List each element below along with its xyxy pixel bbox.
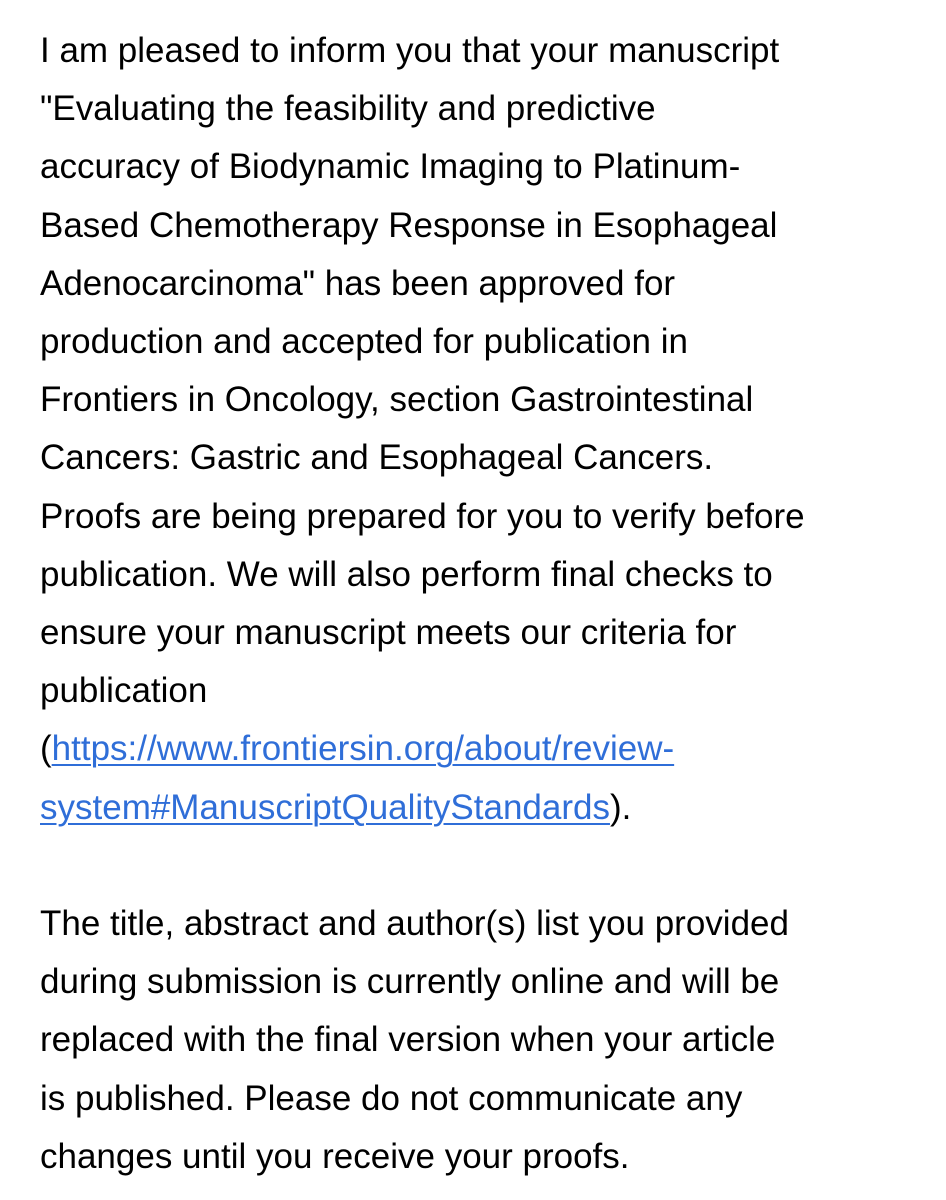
message-line: I am pleased to inform you that your manuscript (40, 31, 780, 70)
quality-standards-link-continuation[interactable]: system#ManuscriptQualityStandards (40, 787, 610, 827)
quality-standards-link-line (40, 779, 926, 837)
message-line: publication. We will also perform final checks to (40, 554, 773, 594)
opening-parenthesis: ( (40, 729, 52, 769)
quality-standards-link[interactable]: https://www.frontiersin.org/about/review- (51, 729, 675, 769)
message-line: is published. Please do not communicate any (40, 1078, 743, 1118)
closing-parenthesis: ). (609, 787, 632, 827)
message-line: Proofs are being prepared for you to verify before (40, 496, 805, 536)
message-line: The title, abstract and author(s) list you provided (40, 904, 789, 944)
message-line: production and accepted for publication in (40, 322, 688, 362)
acceptance-paragraph (40, 22, 926, 837)
message-line: accuracy of Biodynamic Imaging to Platinum- (40, 147, 741, 187)
message-line: ensure your manuscript meets our criteria for (40, 613, 737, 653)
message-line: during submission is currently online and will be (40, 962, 780, 1002)
message-line: changes until you receive your proofs. (40, 1136, 630, 1176)
message-line: Frontiers in Oncology, section Gastrointestinal (40, 380, 754, 420)
message-line: "Evaluating the feasibility and predictive (40, 89, 656, 129)
paragraph-spacing (40, 837, 926, 895)
message-line: replaced with the final version when your article (40, 1020, 776, 1060)
message-line: Based Chemotherapy Response in Esophageal (40, 205, 778, 245)
online-information-paragraph (40, 895, 926, 1186)
quality-standards-link-line (40, 720, 926, 778)
message-line: Adenocarcinoma" has been approved for (40, 263, 676, 303)
message-line: Cancers: Gastric and Esophageal Cancers. (40, 438, 714, 478)
message-line: publication (40, 671, 208, 711)
